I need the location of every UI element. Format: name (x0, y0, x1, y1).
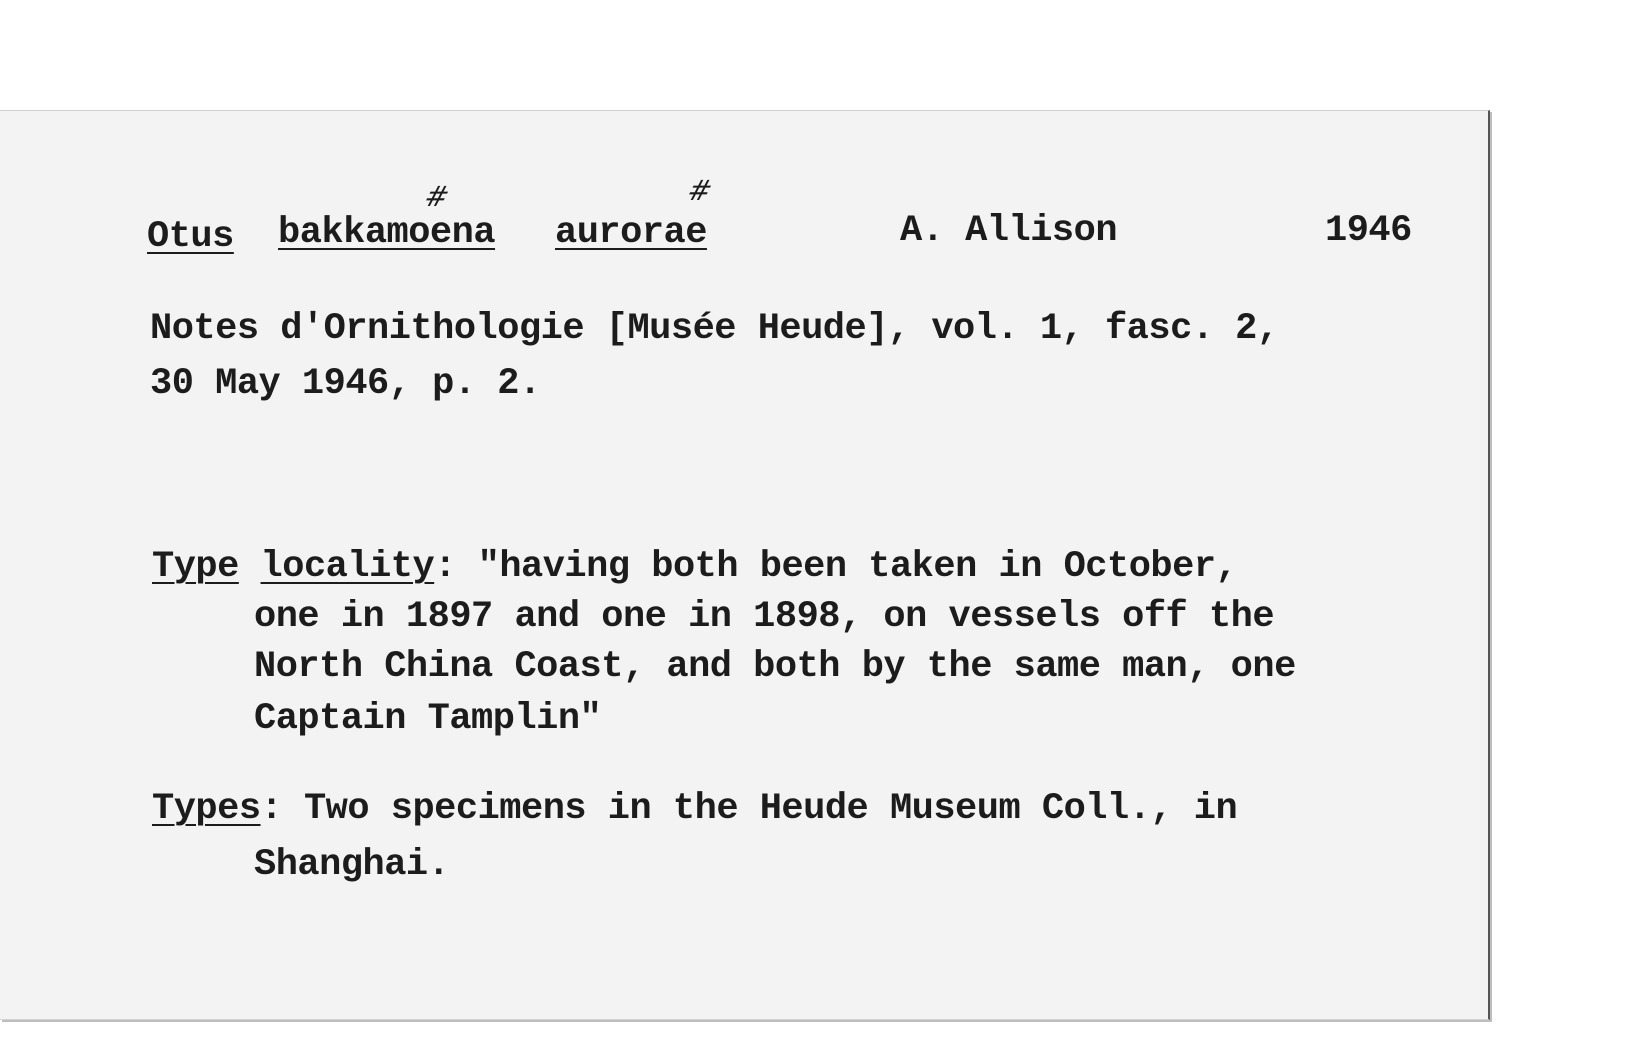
type-locality-heading (152, 546, 1238, 588)
type-locality-line-4: Captain Tamplin" (254, 698, 602, 740)
types-label: Types (152, 788, 261, 830)
type-locality-line-2: one in 1897 and one in 1898, on vessels off the (254, 596, 1275, 638)
types-line-1: Two specimens in the Heude Museum Coll., in (282, 788, 1238, 830)
species-name: bakkamoena (278, 212, 496, 254)
citation-line-1: Notes d'Ornithologie [Musée Heude], vol. 1, fasc. 2, (150, 308, 1279, 350)
types-line-2: Shanghai. (254, 844, 450, 886)
type-locality-label-1: Type (152, 546, 239, 588)
types-colon: : (260, 788, 283, 830)
publication-year: 1946 (1325, 210, 1412, 252)
citation-line-2: 30 May 1946, p. 2. (150, 363, 541, 405)
genus-name: Otus (147, 216, 234, 258)
handwritten-mark-2: # (683, 174, 717, 207)
type-locality-colon: : (434, 546, 456, 588)
type-locality-line-1: "having both been taken in October, (455, 546, 1238, 588)
handwritten-mark-1: # (420, 180, 454, 213)
author-name: A. Allison (900, 210, 1118, 252)
index-card (0, 110, 1490, 1020)
type-locality-line-3: North China Coast, and both by the same man, one (254, 646, 1296, 688)
types-heading (152, 788, 1238, 830)
subspecies-name: aurorae (555, 212, 707, 254)
type-locality-label-2: locality (260, 546, 435, 588)
